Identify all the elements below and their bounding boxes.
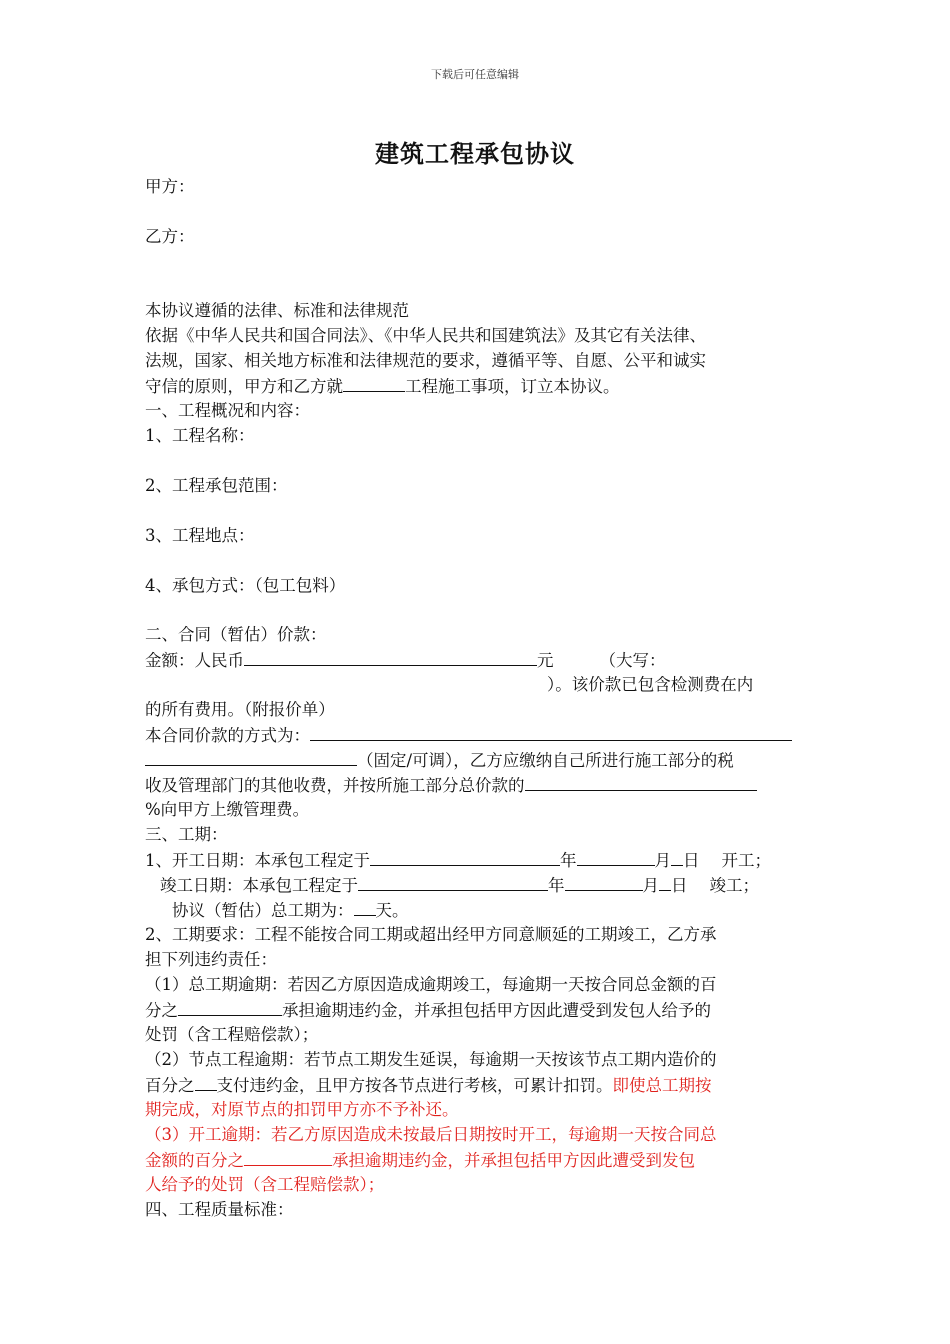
clause-3-line-2: 金额的百分之 承担逾期违约金，并承担包括甲方因此遭受到发包 <box>145 1151 695 1170</box>
amount-blank[interactable] <box>244 649 537 666</box>
end-year-blank[interactable] <box>358 874 548 891</box>
price-method-line-3: 收及管理部门的其他收费，并按所施工部分总价款的 <box>145 774 757 797</box>
clause-1-line-2: 分之 承担逾期违约金，并承担包括甲方因此遭受到发包人给予的 <box>145 1001 711 1020</box>
clause-1-line-3: 处罚（含工程赔偿款）； <box>145 1025 319 1044</box>
price-method-blank-2[interactable] <box>145 749 357 766</box>
start-day-blank[interactable] <box>671 849 683 866</box>
amount-line: 金额：人民币 元 （大写： <box>145 651 666 670</box>
page-title: 建筑工程承包协议 <box>375 139 575 168</box>
amount-line-2: ）。该价款已包含检测费在内 <box>547 675 754 694</box>
schedule-requirement-line-1: 2、工期要求：工程不能按合同工期或超出经甲方同意顺延的工期竣工，乙方承 <box>145 925 717 944</box>
clause-3-percent-blank[interactable] <box>244 1149 332 1166</box>
project-location-label: 3、工程地点： <box>145 526 255 545</box>
clause-1-line-1: （1）总工期逾期：若因乙方原因造成逾期竣工，每逾期一天按合同总金额的百 <box>145 975 717 994</box>
clause-2-line-3: 期完成，对原节点的扣罚甲方亦不予补还。 <box>145 1100 459 1119</box>
clause-2-line-1: （2）节点工程逾期：若节点工期发生延误，每逾期一天按该节点工期内造价的 <box>145 1050 717 1069</box>
end-day-blank[interactable] <box>659 874 671 891</box>
price-method-blank[interactable] <box>310 724 792 741</box>
basis-line-3: 守信的原则，甲方和乙方就 工程施工事项，订立本协议。 <box>145 377 620 396</box>
party-b-label: 乙方： <box>145 227 195 246</box>
basis-line-2: 法规，国家、相关地方标准和法律规范的要求，遵循平等、自愿、公平和诚实 <box>145 351 706 370</box>
start-date-line: 1、开工日期：本承包工程定于 年 月 日 开工； <box>145 851 771 870</box>
basis-line-1: 依据《中华人民共和国合同法》、《中华人民共和国建筑法》及其它有关法律、 <box>145 326 706 345</box>
section-1-heading: 一、工程概况和内容： <box>145 401 310 420</box>
clause-2-percent-blank[interactable] <box>195 1074 217 1091</box>
schedule-requirement-line-2: 担下列违约责任： <box>145 950 277 969</box>
clause-2-line-2: 百分之 支付违约金，且甲方按各节点进行考核，可累计扣罚。即使总工期按 <box>145 1076 712 1095</box>
project-name-blank[interactable] <box>343 375 405 392</box>
project-scope-label: 2、工程承包范围： <box>145 476 288 495</box>
end-month-blank[interactable] <box>565 874 643 891</box>
start-month-blank[interactable] <box>577 849 655 866</box>
start-year-blank[interactable] <box>370 849 560 866</box>
section-2-heading: 二、合同（暂估）价款： <box>145 625 327 644</box>
basis-heading: 本协议遵循的法律、标准和法律规范 <box>145 301 409 320</box>
project-name-label: 1、工程名称： <box>145 426 255 445</box>
price-method-line: 本合同价款的方式为： <box>145 724 792 747</box>
amount-line-3: 的所有费用。（附报价单） <box>145 700 335 719</box>
section-3-heading: 三、工期： <box>145 825 228 844</box>
clause-3-line-1: （3）开工逾期：若乙方原因造成未按最后日期按时开工，每逾期一天按合同总 <box>145 1125 717 1144</box>
clause-1-percent-blank[interactable] <box>178 999 282 1016</box>
end-date-line: 竣工日期：本承包工程定于 年 月 日 竣工； <box>160 876 759 895</box>
contract-method-label: 4、承包方式：（包工包料） <box>145 576 346 595</box>
price-method-line-4: %向甲方上缴管理费。 <box>145 800 310 819</box>
total-days-blank[interactable] <box>354 899 376 916</box>
total-duration-line: 协议（暂估）总工期为： 天。 <box>172 901 409 920</box>
price-method-line-2: （固定/可调），乙方应缴纳自己所进行施工部分的税 <box>145 749 734 772</box>
page-header: 下载后可任意编辑 <box>431 68 519 81</box>
management-fee-blank[interactable] <box>525 774 757 791</box>
clause-3-line-3: 人给予的处罚（含工程赔偿款）； <box>145 1175 385 1194</box>
section-4-heading: 四、工程质量标准： <box>145 1200 294 1219</box>
party-a-label: 甲方： <box>145 177 195 196</box>
